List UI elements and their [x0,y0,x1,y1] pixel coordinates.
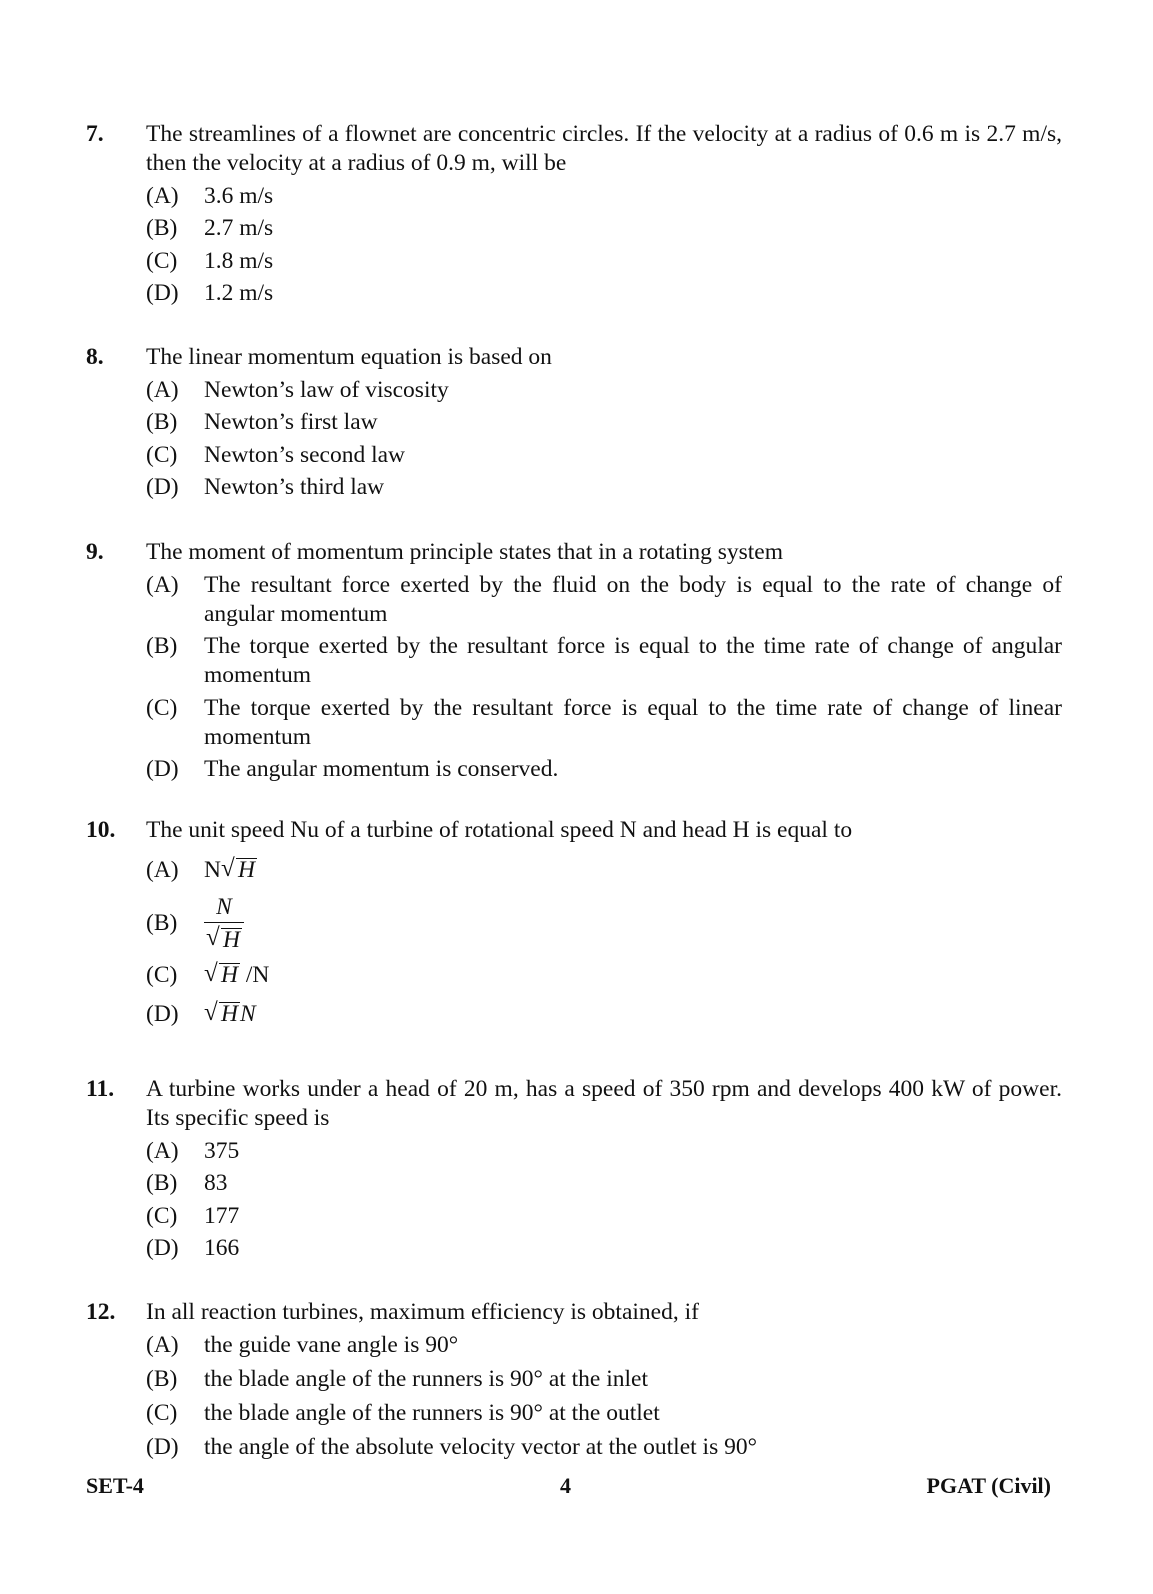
question-number: 11. [86,1076,115,1102]
option-label: (A) [146,857,179,883]
option-label: (C) [146,1400,178,1426]
option-label: (C) [146,1202,178,1229]
footer-exam-title: PGAT (Civil) [926,1473,1051,1498]
option-text: the blade angle of the runners is 90° at the outlet [204,1400,660,1426]
option-text: the blade angle of the runners is 90° at the inlet [204,1366,649,1392]
option-label: (C) [146,694,178,721]
option-d [146,279,1062,308]
option-label: (B) [146,1170,178,1196]
option-label: (B) [146,1366,178,1392]
question-number: 8. [86,344,104,370]
option-d [146,1234,1062,1263]
fraction-denominator [204,922,244,953]
option-label: (B) [146,909,178,936]
option-text: The angular momentum is conserved. [204,756,559,782]
option-text: Newton’s law of viscosity [204,376,449,403]
option-label: (D) [146,1235,179,1261]
option-a [146,1331,1062,1360]
square-root: √ H [206,923,240,953]
option-label: (A) [146,1137,179,1164]
question-number: 7. [86,121,104,147]
option-label: (B) [146,409,178,435]
option-label: (D) [146,280,179,306]
option-c [146,441,1062,470]
question-number: 9. [86,539,104,565]
option-c [146,247,1062,276]
square-root: √ H [220,855,255,883]
option-formula [204,856,257,885]
square-root: √ H [204,960,238,988]
footer-page-number: 4 [560,1473,571,1498]
option-label: (A) [146,182,179,209]
option-d [146,473,1062,502]
option-text: the angle of the absolute velocity vector at the outlet is 90° [204,1434,757,1460]
option-text: Newton’s second law [204,441,406,468]
question-text: The unit speed Nu of a turbine of rotational speed N and head H is equal to [146,817,853,843]
option-c [146,1399,1062,1428]
option-label: (C) [146,441,178,468]
option-text: 1.8 m/s [204,247,274,274]
question-9 [86,538,1062,784]
option-label: (A) [146,571,179,598]
question-12 [86,1298,1062,1462]
option-c [146,694,1062,752]
option-b [146,1365,1062,1394]
option-fraction [204,894,244,953]
question-text: The linear momentum equation is based on [146,344,552,370]
option-text: 2.7 m/s [204,215,274,241]
option-formula [204,961,269,990]
option-d [146,995,1062,1034]
option-text: 3.6 m/s [204,182,274,209]
option-text: 1.2 m/s [204,280,274,306]
option-formula [204,1000,256,1029]
option-label: (D) [146,756,179,782]
radicand: H [221,1001,238,1027]
option-b [146,1169,1062,1198]
option-d [146,1433,1062,1462]
option-a [146,376,1062,405]
formula-suffix: N [239,1001,256,1027]
option-b [146,408,1062,437]
question-text: The streamlines of a flownet are concentric circles. If the velocity at a radius of 0.6 m is 2.7 m/s, then the velocity at a radius of 0.9 m, will be [146,121,1062,176]
option-c [146,956,1062,995]
question-11 [86,1075,1062,1263]
option-label: (B) [146,215,178,241]
option-text: The torque exerted by the resultant force is equal to the time rate of change of linear momentum [204,694,1062,750]
question-10 [86,816,1062,1034]
option-text: 166 [204,1235,240,1261]
option-text: the guide vane angle is 90° [204,1332,459,1358]
option-label: (A) [146,376,179,403]
option-label: (D) [146,1434,179,1460]
option-text: 83 [204,1170,228,1196]
option-text: The torque exerted by the resultant force is equal to the time rate of change of angular momentum [204,633,1062,688]
option-d [146,755,1062,784]
question-7 [86,120,1062,308]
question-text: A turbine works under a head of 20 m, has a speed of 350 rpm and develops 400 kW of power. Its specific speed is [146,1076,1062,1131]
option-label: (D) [146,1001,179,1027]
question-number: 12. [86,1299,116,1325]
option-text: The resultant force exerted by the fluid on the body is equal to the rate of change of angular momentum [204,571,1062,627]
option-a [146,851,1062,890]
option-label: (D) [146,474,179,500]
option-text: 177 [204,1202,240,1229]
fraction-numerator: N [216,893,232,920]
formula-prefix: N [204,857,221,883]
option-a [146,571,1062,629]
question-text: In all reaction turbines, maximum efficiency is obtained, if [146,1299,699,1325]
footer-set-number: SET-4 [86,1473,144,1498]
option-b [146,632,1062,690]
option-b [146,890,1062,956]
option-label: (C) [146,962,178,988]
question-text: The moment of momentum principle states that in a rotating system [146,539,783,565]
option-b [146,214,1062,243]
option-a [146,182,1062,211]
option-label: (A) [146,1332,179,1358]
option-c [146,1202,1062,1231]
option-text: 375 [204,1137,240,1164]
radicand: H [237,857,255,883]
formula-suffix: /N [239,962,270,988]
option-text: Newton’s first law [204,409,378,435]
question-number: 10. [86,817,116,843]
option-label: (C) [146,247,178,274]
question-8 [86,343,1062,502]
radicand: H [223,926,240,953]
option-a [146,1137,1062,1166]
radicand: H [221,962,238,988]
option-text: Newton’s third law [204,474,385,500]
option-label: (B) [146,633,178,659]
square-root: √ H [204,999,238,1027]
